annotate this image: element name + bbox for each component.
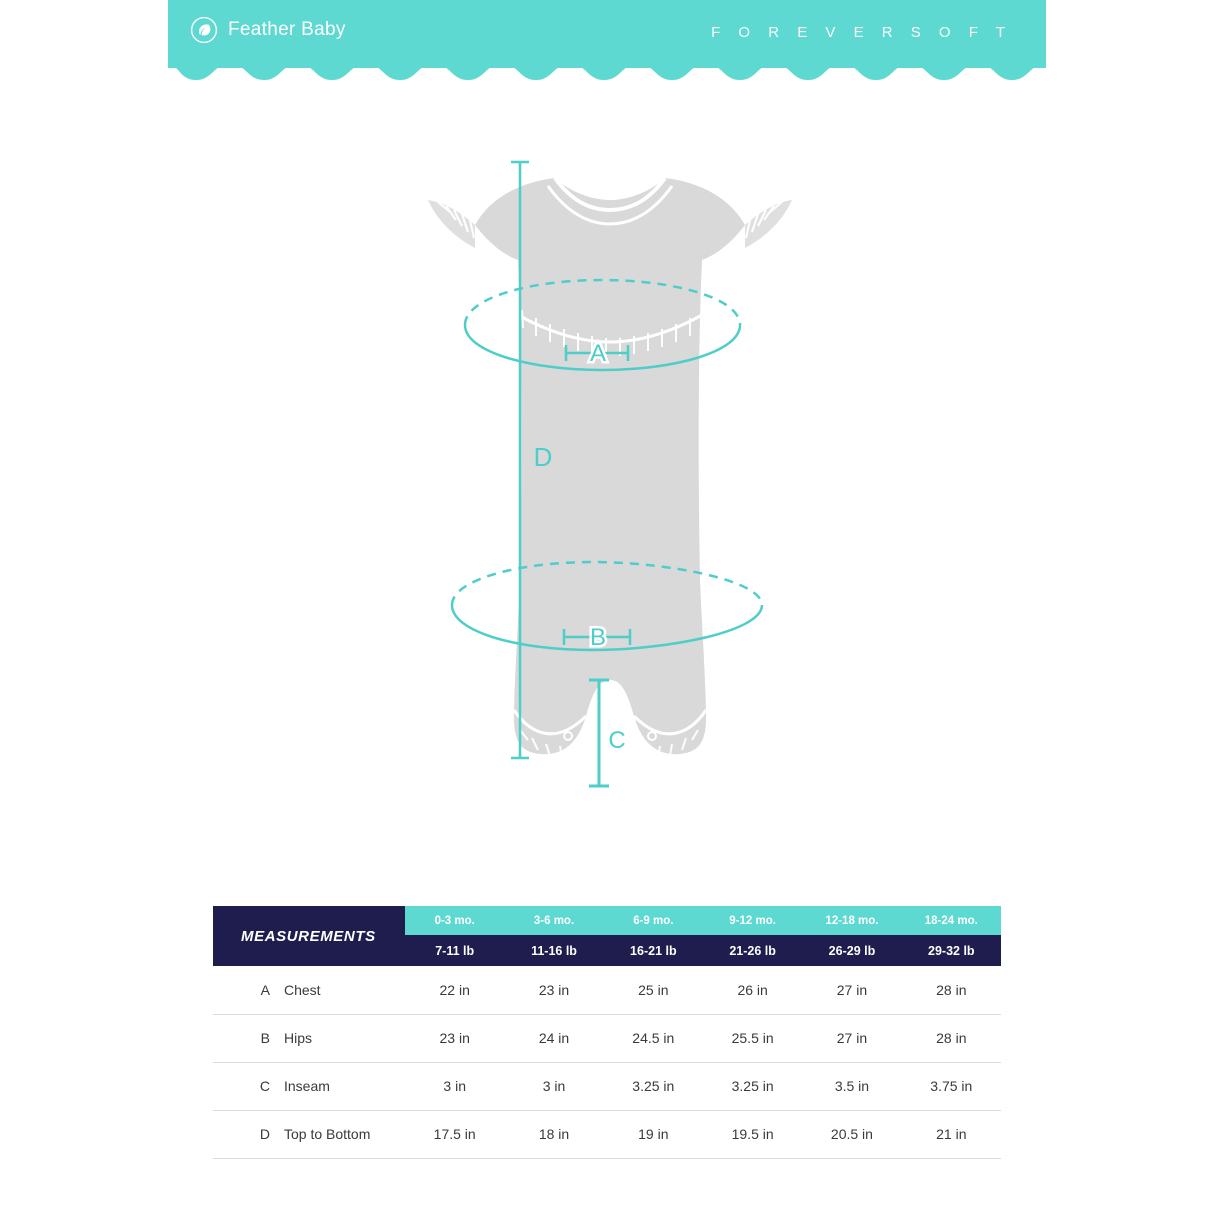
measurements-table — [213, 906, 1001, 1159]
garment-diagram — [380, 150, 840, 830]
cell-chest-1: 23 in — [504, 966, 603, 1014]
cell-inseam-2: 3.25 in — [604, 1062, 703, 1110]
header-weight-2: 16-21 lb — [604, 935, 703, 966]
row-letter-a: A — [260, 981, 270, 998]
cell-ttb-1: 18 in — [504, 1110, 603, 1158]
header-weight-5: 29-32 lb — [902, 935, 1001, 966]
row-name-chest: Chest — [284, 981, 321, 998]
marker-label-c: C — [608, 727, 626, 754]
table-row — [213, 1014, 1001, 1062]
cell-hips-4: 27 in — [802, 1014, 901, 1062]
marker-label-d: D — [533, 442, 553, 472]
cell-hips-2: 24.5 in — [604, 1014, 703, 1062]
measurements-table-area — [213, 906, 1001, 1159]
header-weight-4: 26-29 lb — [802, 935, 901, 966]
brand-name: Feather Baby — [228, 19, 346, 40]
row-letter-c: C — [259, 1078, 270, 1094]
cell-chest-0: 22 in — [405, 966, 504, 1014]
row-label-cell — [213, 966, 405, 1014]
cell-hips-5: 28 in — [902, 1014, 1001, 1062]
row-label-cell — [213, 1014, 405, 1062]
marker-label-a: A — [589, 340, 607, 367]
cell-ttb-3: 19.5 in — [703, 1110, 802, 1158]
brand-logo — [190, 16, 346, 44]
cell-chest-5: 28 in — [902, 966, 1001, 1014]
table-row — [213, 1062, 1001, 1110]
header-weight-1: 11-16 lb — [504, 935, 603, 966]
cell-ttb-2: 19 in — [604, 1110, 703, 1158]
marker-label-b: B — [589, 624, 607, 651]
table-row — [213, 966, 1001, 1014]
header-age-1: 3-6 mo. — [504, 906, 603, 935]
cell-hips-1: 24 in — [504, 1014, 603, 1062]
header-age-2: 6-9 mo. — [604, 906, 703, 935]
header-weight-0: 7-11 lb — [405, 935, 504, 966]
table-header-row-age — [213, 906, 1001, 935]
row-label-cell — [213, 1110, 405, 1158]
cell-inseam-4: 3.5 in — [802, 1062, 901, 1110]
row-letter-d: D — [259, 1126, 270, 1142]
row-name-hips: Hips — [284, 1030, 313, 1046]
header-scallop-edge — [168, 60, 1046, 82]
page-header — [168, 0, 1046, 68]
cell-ttb-0: 17.5 in — [405, 1110, 504, 1158]
feather-leaf-icon — [190, 16, 218, 44]
table-row — [213, 1110, 1001, 1158]
header-weight-3: 21-26 lb — [703, 935, 802, 966]
row-name-inseam: Inseam — [284, 1078, 330, 1094]
romper-silhouette — [402, 178, 792, 758]
cell-ttb-4: 20.5 in — [802, 1110, 901, 1158]
cell-chest-4: 27 in — [802, 966, 901, 1014]
cell-hips-3: 25.5 in — [703, 1014, 802, 1062]
cell-inseam-1: 3 in — [504, 1062, 603, 1110]
cell-inseam-3: 3.25 in — [703, 1062, 802, 1110]
header-age-5: 18-24 mo. — [902, 906, 1001, 935]
row-name-top-to-bottom: Top to Bottom — [284, 1126, 371, 1142]
cell-chest-2: 25 in — [604, 966, 703, 1014]
cell-inseam-0: 3 in — [405, 1062, 504, 1110]
cell-chest-3: 26 in — [703, 966, 802, 1014]
table-title-cell: MEASUREMENTS — [213, 906, 405, 966]
header-age-0: 0-3 mo. — [405, 906, 504, 935]
row-letter-b: B — [260, 1030, 270, 1046]
cell-hips-0: 23 in — [405, 1014, 504, 1062]
header-age-4: 12-18 mo. — [802, 906, 901, 935]
row-label-cell — [213, 1062, 405, 1110]
cell-inseam-5: 3.75 in — [902, 1062, 1001, 1110]
header-tagline: F O R E V E R S O F T — [711, 24, 1012, 41]
cell-ttb-5: 21 in — [902, 1110, 1001, 1158]
header-age-3: 9-12 mo. — [703, 906, 802, 935]
